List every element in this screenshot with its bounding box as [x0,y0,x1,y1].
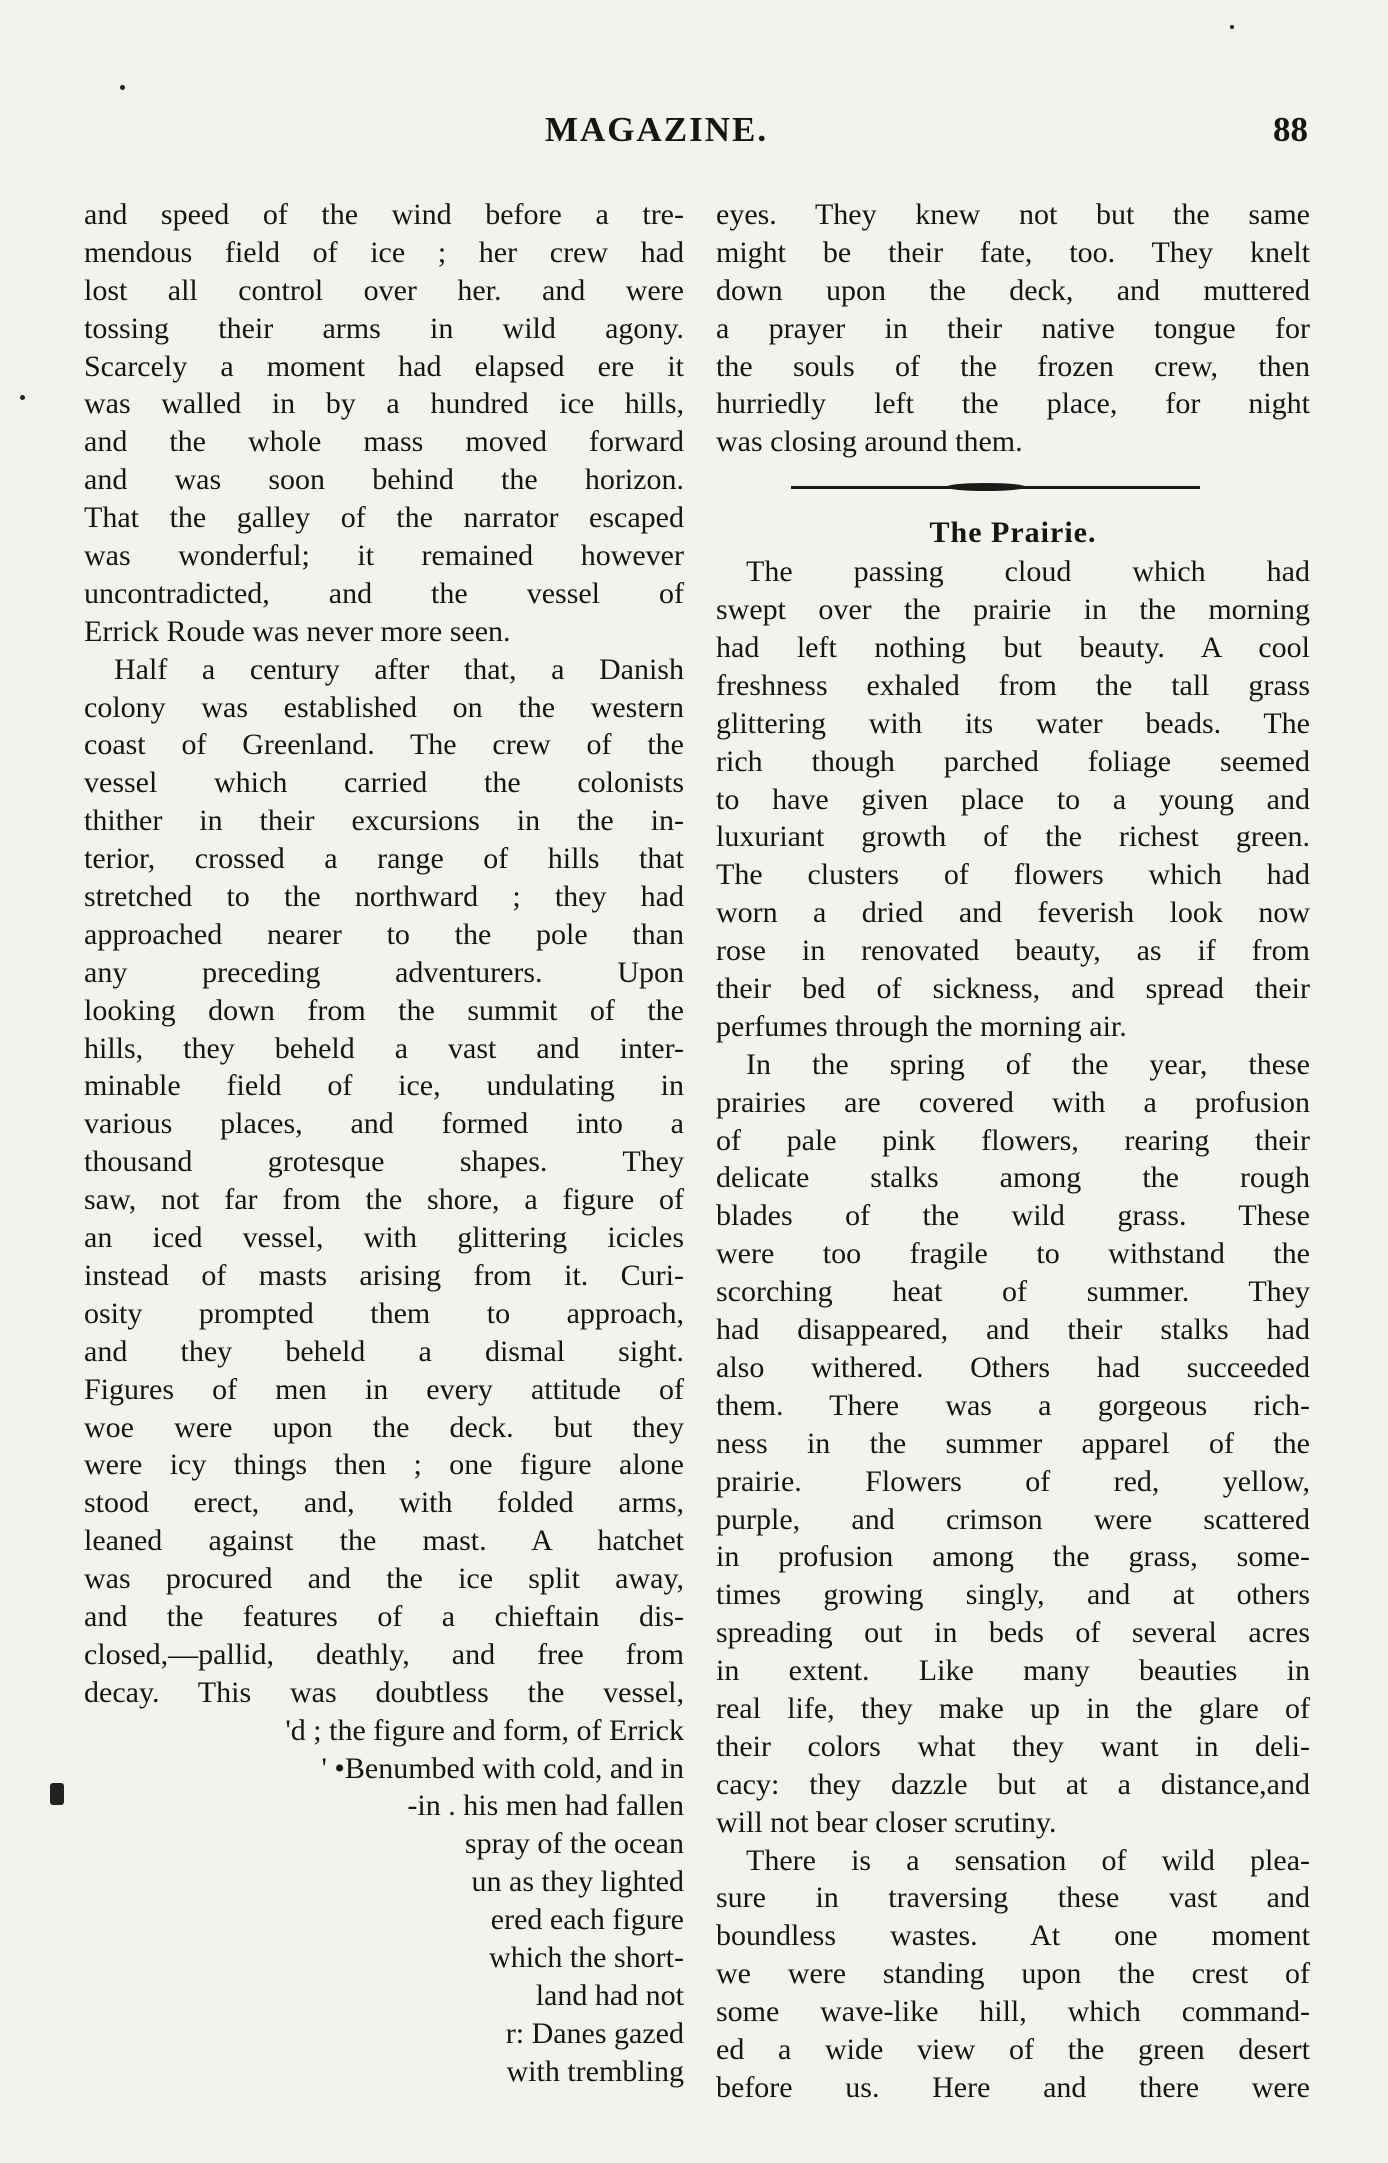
text-line: was closing around them. [716,425,1023,459]
text-line: some wave-like hill, which command- [716,1995,1310,2029]
text-line: looking down from the summit of the [84,993,684,1027]
text-line: leaned against the mast. A hatchet [84,1524,684,1558]
text-line: and the features of a chieftain dis- [84,1599,684,1633]
text-line: boundless wastes. At one moment [716,1919,1310,1953]
text-line: osity prompted them to approach, [84,1296,684,1330]
text-line: Half a century after that, a Danish [114,652,684,686]
section-title: The Prairie. [929,516,1097,550]
text-line: an iced vessel, with glittering icicles [84,1221,684,1255]
text-line: them. There was a gorgeous rich- [716,1388,1310,1422]
text-line: lost all control over her. and were [84,273,684,307]
text-line: of pale pink flowers, rearing their [716,1123,1310,1157]
text-line: with trembling [506,2054,684,2088]
text-line: uncontradicted, and the vessel of [84,576,684,610]
text-line: sure in traversing these vast and [716,1881,1310,1915]
text-line: might be their fate, too. They knelt [716,235,1310,269]
scan-speck [50,1783,64,1805]
text-line: any preceding adventurers. Upon [84,955,684,989]
text-line: decay. This was doubtless the vessel, [84,1675,684,1709]
text-line: to have given place to a young and [716,782,1310,816]
text-line: which the short- [489,1940,684,1974]
text-line: were icy things then ; one figure alone [84,1448,684,1482]
text-line: and speed of the wind before a tre- [84,198,684,231]
scan-speck [1230,25,1234,29]
text-line: was walled in by a hundred ice hills, [84,387,684,421]
text-line: stood erect, and, with folded arms, [84,1486,684,1520]
text-line: luxuriant growth of the richest green. [716,820,1310,854]
text-line: real life, they make up in the glare of [716,1691,1310,1725]
text-line: -in . his men had fallen [407,1789,684,1823]
text-line: was procured and the ice split away, [84,1562,684,1596]
text-line: blades of the wild grass. These [716,1199,1310,1233]
text-line: were too fragile to withstand the [716,1237,1310,1271]
text-line: mendous field of ice ; her crew had [84,235,684,269]
text-line: we were standing upon the crest of [716,1957,1310,1991]
text-line: down upon the deck, and muttered [716,273,1310,307]
left-column [84,196,684,2091]
text-line: tossing their arms in wild agony. [84,311,684,345]
text-line: before us. Here and there were [716,2070,1310,2104]
text-line: their bed of sickness, and spread their [716,972,1310,1006]
right-column [716,196,1310,2107]
text-line: hills, they beheld a vast and inter- [84,1031,684,1065]
text-line: eyes. They knew not but the same [716,198,1310,231]
text-line: un as they lighted [471,1865,684,1899]
text-line: their colors what they want in deli- [716,1729,1310,1763]
text-line: a prayer in their native tongue for [716,311,1310,345]
right-column-top-text [716,196,1310,461]
text-line: prairie. Flowers of red, yellow, [716,1464,1310,1498]
text-line: r: Danes gazed [505,2016,684,2050]
text-line: glittering with its water beads. The [716,706,1310,740]
text-line: and they beheld a dismal sight. [84,1334,684,1368]
right-column-body-text [716,553,1310,2107]
text-line: Errick Roude was never more seen. [84,614,511,648]
text-line: instead of masts arising from it. Curi- [84,1258,684,1292]
text-line: spreading out in beds of several acres [716,1616,1310,1650]
text-line: terior, crossed a range of hills that [84,842,684,876]
text-line: was wonderful; it remained however [84,539,684,573]
text-line: the souls of the frozen crew, then [716,349,1310,383]
text-line: colony was established on the western [84,690,684,724]
section-divider-rule [716,461,1310,513]
text-line: vessel which carried the colonists [84,766,684,800]
text-line: stretched to the northward ; they had [84,880,684,914]
text-line: delicate stalks among the rough [716,1161,1310,1195]
text-line: purple, and crimson were scattered [716,1502,1310,1536]
text-line: cacy: they dazzle but at a distance,and [716,1767,1310,1801]
text-line: had left nothing but beauty. A cool [716,631,1310,665]
text-line: woe were upon the deck. but they [84,1410,684,1444]
text-line: hurriedly left the place, for night [716,387,1310,421]
text-line: thousand grotesque shapes. They [84,1145,684,1179]
text-line: perfumes through the morning air. [716,1009,1127,1043]
text-line: The passing cloud which had [746,555,1310,589]
text-line: 'd ; the figure and form, of Errick [285,1713,684,1747]
text-line: ed a wide view of the green desert [716,2032,1310,2066]
text-line: prairies are covered with a profusion [716,1085,1310,1119]
text-line: in extent. Like many beauties in [716,1654,1310,1688]
text-line: approached nearer to the pole than [84,917,684,951]
scan-speck [20,395,25,400]
text-line: scorching heat of summer. They [716,1275,1310,1309]
scan-speck [120,85,125,90]
text-line: minable field of ice, undulating in [84,1069,684,1103]
text-line: also withered. Others had succeeded [716,1350,1310,1384]
text-line: Figures of men in every attitude of [84,1372,684,1406]
text-line: That the galley of the narrator escaped [84,501,684,535]
text-line: and was soon behind the horizon. [84,463,684,497]
page-header [0,110,1388,160]
text-line: times growing singly, and at others [716,1578,1310,1612]
text-line: coast of Greenland. The crew of the [84,728,684,762]
text-line: land had not [535,1978,684,2012]
text-line: thither in their excursions in the in- [84,804,684,838]
text-line: worn a dried and feverish look now [716,896,1310,930]
text-line: freshness exhaled from the tall grass [716,668,1310,702]
text-line: rich though parched foliage seemed [716,744,1310,778]
text-line: rose in renovated beauty, as if from [716,934,1310,968]
text-line: various places, and formed into a [84,1107,684,1141]
text-line: in profusion among the grass, some- [716,1540,1310,1574]
text-line: In the spring of the year, these [746,1047,1310,1081]
text-line: There is a sensation of wild plea- [746,1843,1310,1877]
text-line: swept over the prairie in the morning [716,593,1310,627]
text-line: and the whole mass moved forward [84,425,684,459]
text-line: will not bear closer scrutiny. [716,1805,1057,1839]
page-number: 88 [1273,110,1308,149]
text-line: ' •Benumbed with cold, and in [321,1751,684,1785]
text-line: saw, not far from the shore, a figure of [84,1183,684,1217]
text-line: spray of the ocean [464,1827,684,1861]
text-line: ness in the summer apparel of the [716,1426,1310,1460]
text-line: ered each figure [490,1903,684,1937]
text-line: Scarcely a moment had elapsed ere it [84,349,684,383]
text-line: had disappeared, and their stalks had [716,1313,1310,1347]
running-title: MAGAZINE. [545,110,769,149]
text-line: The clusters of flowers which had [716,858,1310,892]
text-line: closed,—pallid, deathly, and free from [84,1637,684,1671]
